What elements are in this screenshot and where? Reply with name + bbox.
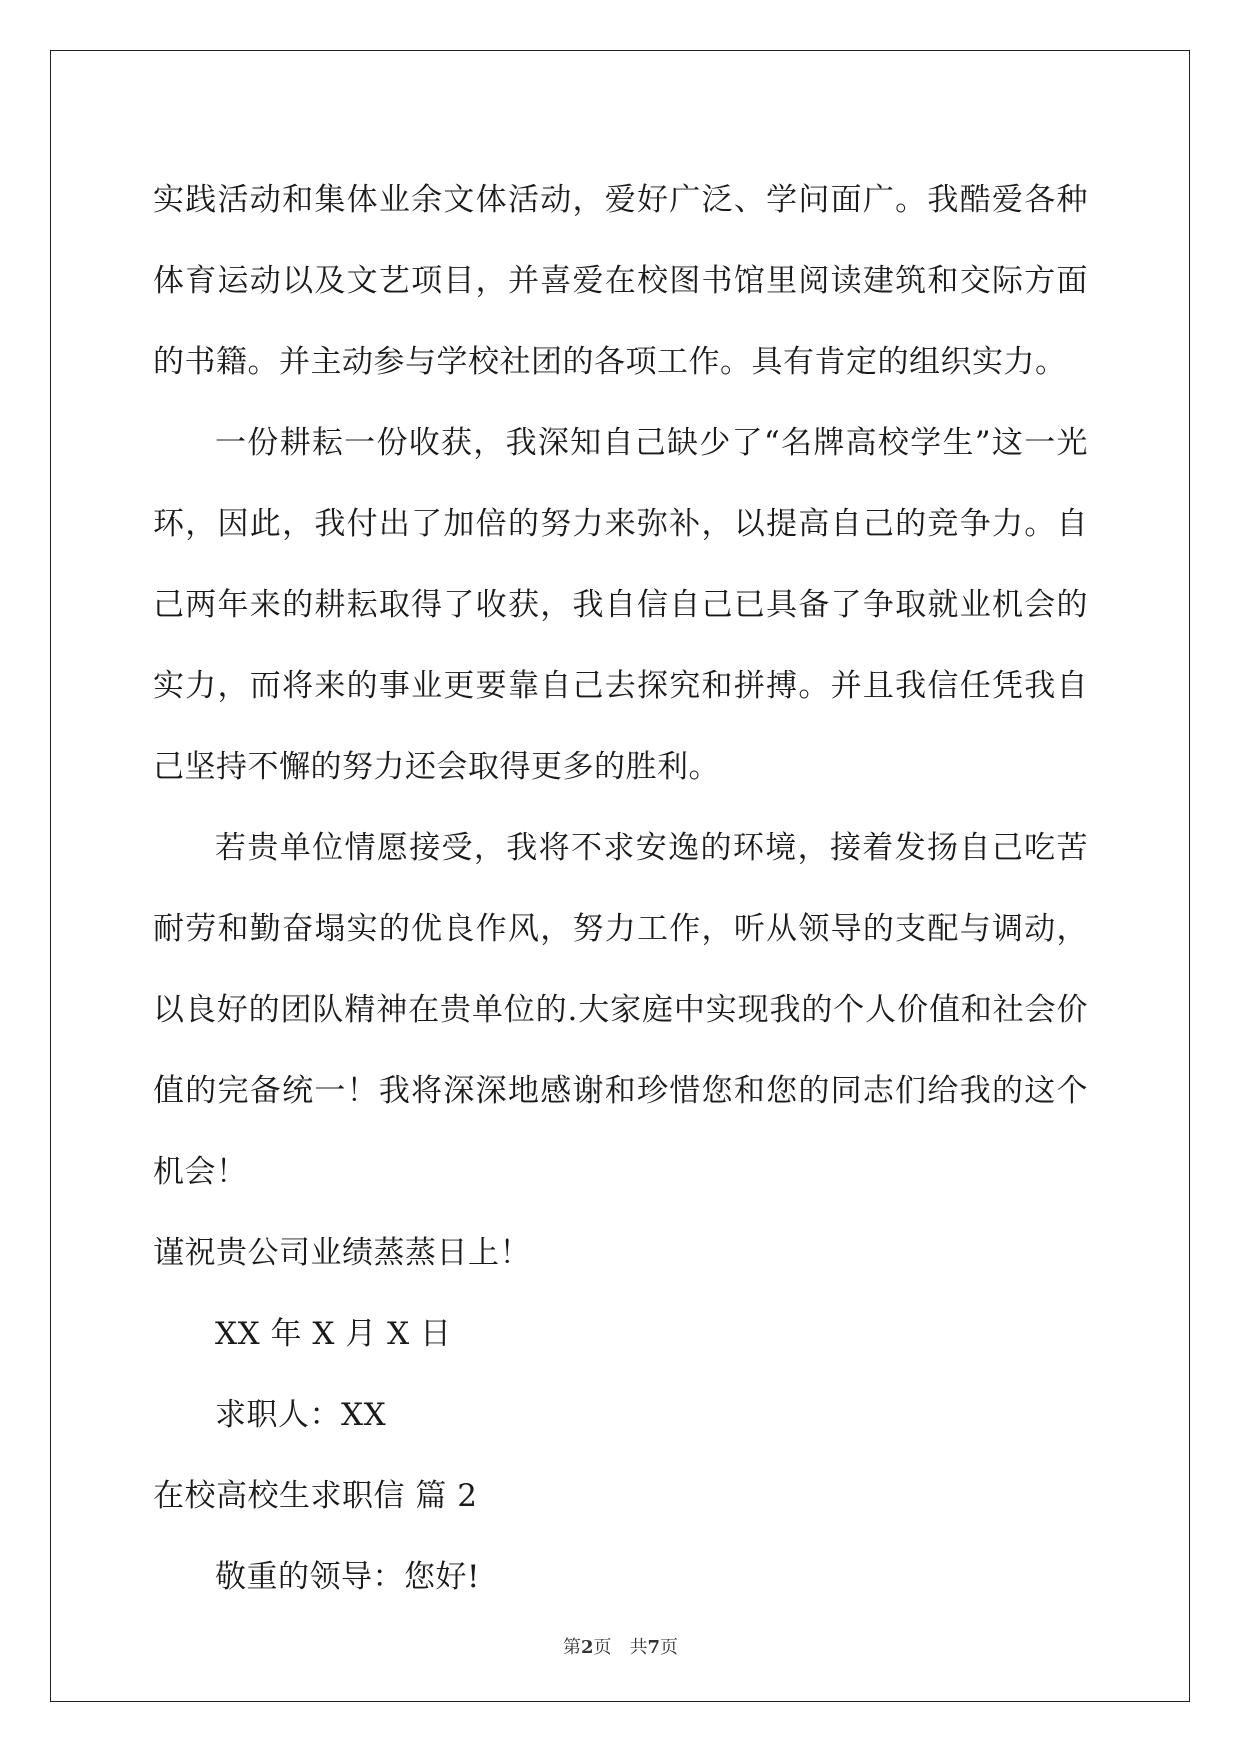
footer-prefix: 第: [562, 1637, 581, 1658]
paragraph-date: XX 年 X 月 X 日: [215, 1316, 452, 1352]
section-heading: 在校高校生求职信 篇 2: [153, 1478, 478, 1514]
footer-total-unit: 页: [660, 1637, 679, 1658]
footer-total-pages: 7: [647, 1637, 661, 1658]
paragraph-salutation: 敬重的领导：您好!: [215, 1559, 480, 1595]
footer-total-prefix: 共: [629, 1637, 648, 1658]
paragraph-signature: 求职人：XX: [215, 1397, 387, 1433]
paragraph-activities: 实践活动和集体业余文体活动，爱好广泛、学问面广。我酷爱各种体育运动以及文艺项目，并喜爱在校图书馆里阅读建筑和交际方面的书籍。并主动参与学校社团的各项工作。具有肯定的组织实力。: [153, 182, 1088, 380]
page-footer: [0, 1633, 1241, 1659]
paragraph-commitment: 若贵单位情愿接受，我将不求安逸的环境，接着发扬自己吃苦耐劳和勤奋塌实的优良作风，努力工作，听从领导的支配与调动，以良好的团队精神在贵单位的.大家庭中实现我的个人价值和社会价值的完备统一！我将深深地感谢和珍惜您和您的同志们给我的这个机会！: [153, 830, 1088, 1190]
document-body: [153, 160, 1088, 1618]
footer-page-unit: 页: [593, 1637, 612, 1658]
footer-current-page: 2: [580, 1637, 594, 1658]
paragraph-wishes: 谨祝贵公司业绩蒸蒸日上！: [153, 1235, 531, 1271]
paragraph-effort: 一份耕耘一份收获，我深知自己缺少了“名牌高校学生”这一光环，因此，我付出了加倍的努力来弥补，以提高自己的竞争力。自己两年来的耕耘取得了收获，我自信自己已具备了争取就业机会的实力，而将来的事业更要靠自己去探究和拼搏。并且我信任凭我自己坚持不懈的努力还会取得更多的胜利。: [153, 425, 1088, 785]
